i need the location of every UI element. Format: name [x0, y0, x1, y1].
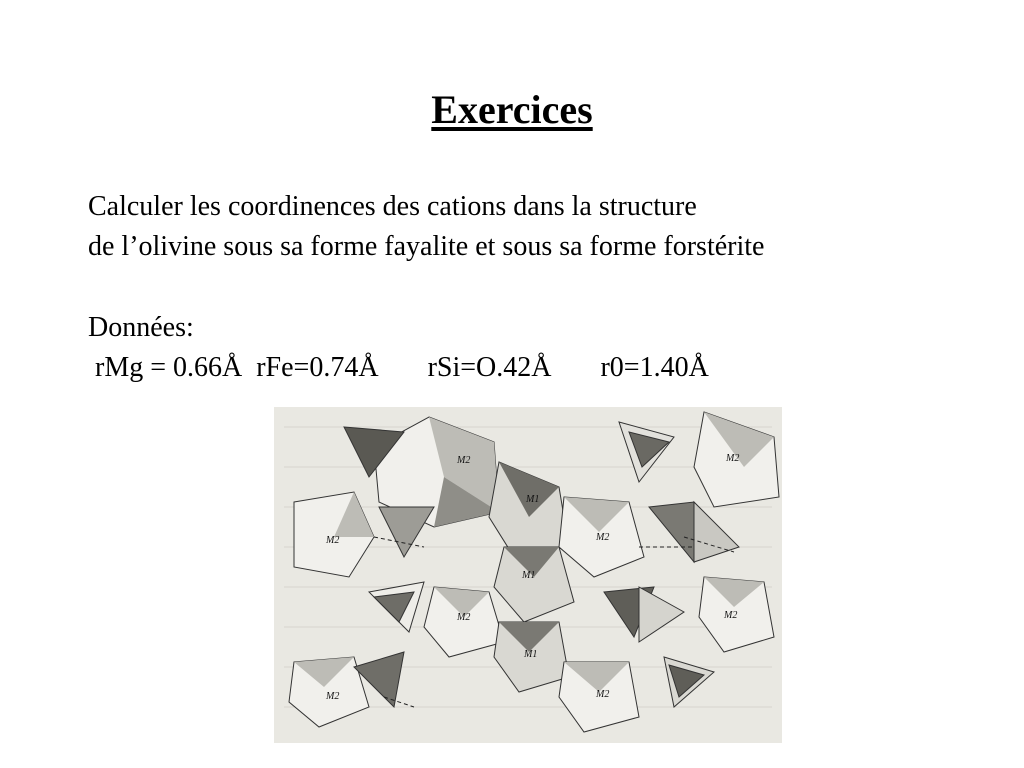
label-m2-3: M2 — [326, 535, 340, 546]
label-m2-4: M2 — [596, 532, 610, 543]
olivine-structure-figure — [274, 407, 782, 743]
label-m2-8: M2 — [596, 689, 610, 700]
label-m1-1: M1 — [526, 494, 540, 505]
label-m2-1: M2 — [457, 455, 471, 466]
label-m1-2: M1 — [522, 570, 536, 581]
label-m2-2: M2 — [726, 453, 740, 464]
radii-values: rMg = 0.66Å rFe=0.74Å rSi=O.42Å r0=1.40Å — [88, 352, 709, 383]
slide-title: Exercices — [431, 87, 593, 132]
label-m2-5: M2 — [457, 612, 471, 623]
exercise-text-line-1: Calculer les coordinences des cations dans la structure — [88, 191, 697, 222]
label-m2-6: M2 — [724, 610, 738, 621]
label-m2-7: M2 — [326, 691, 340, 702]
exercise-text-line-2: de l’olivine sous sa forme fayalite et sous sa forme forstérite — [88, 231, 765, 262]
data-heading: Données: — [88, 312, 194, 343]
label-m1-3: M1 — [524, 649, 538, 660]
